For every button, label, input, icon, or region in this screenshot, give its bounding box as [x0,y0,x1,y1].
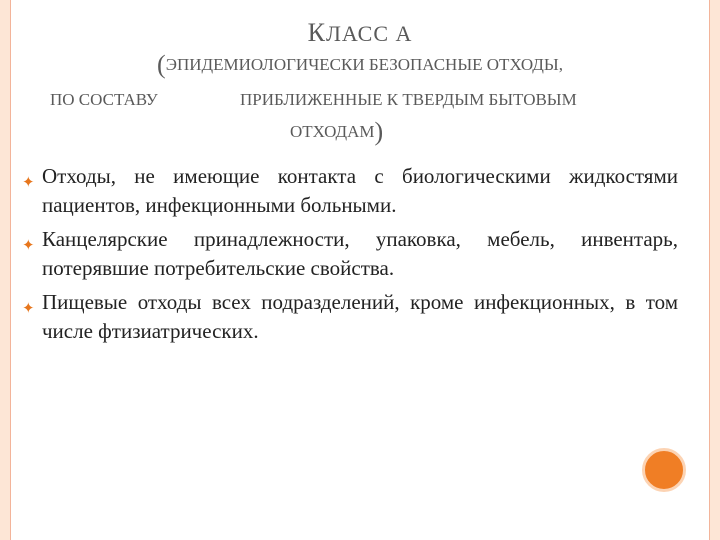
subtitle-line-1: (ЭПИДЕМИОЛОГИЧЕСКИ БЕЗОПАСНЫЕ ОТХОДЫ, [157,50,563,79]
subtitle-line-2-left: ПО СОСТАВУ [50,90,158,109]
bullet-item: ✦ Пищевые отходы всех подразделений, кроме инфекционных, в том числе фтизиатрических. [22,290,678,343]
diamond-bullet-icon: ✦ [22,299,35,317]
bullet-item: ✦ Канцелярские принадлежности, упаковка, мебель, инвентарь, потерявшие потребительские свойства. [22,227,678,280]
slide-edge-left [10,0,11,540]
bullet-item: ✦ Отходы, не имеющие контакта с биологическими жидкостями пациентов, инфекционными больными. [22,164,678,217]
subtitle-line-2-right: ПРИБЛИЖЕННЫЕ К ТВЕРДЫМ БЫТОВЫМ [240,90,577,109]
diamond-bullet-icon: ✦ [22,236,35,254]
subtitle-line-3: ОТХОДАМ) [290,117,384,146]
slide-edge-right [709,0,710,540]
slide-title: КЛАСС А [307,18,413,47]
diamond-bullet-icon: ✦ [22,173,35,191]
bullet-list [22,162,678,351]
decorative-circle-icon [642,448,686,492]
